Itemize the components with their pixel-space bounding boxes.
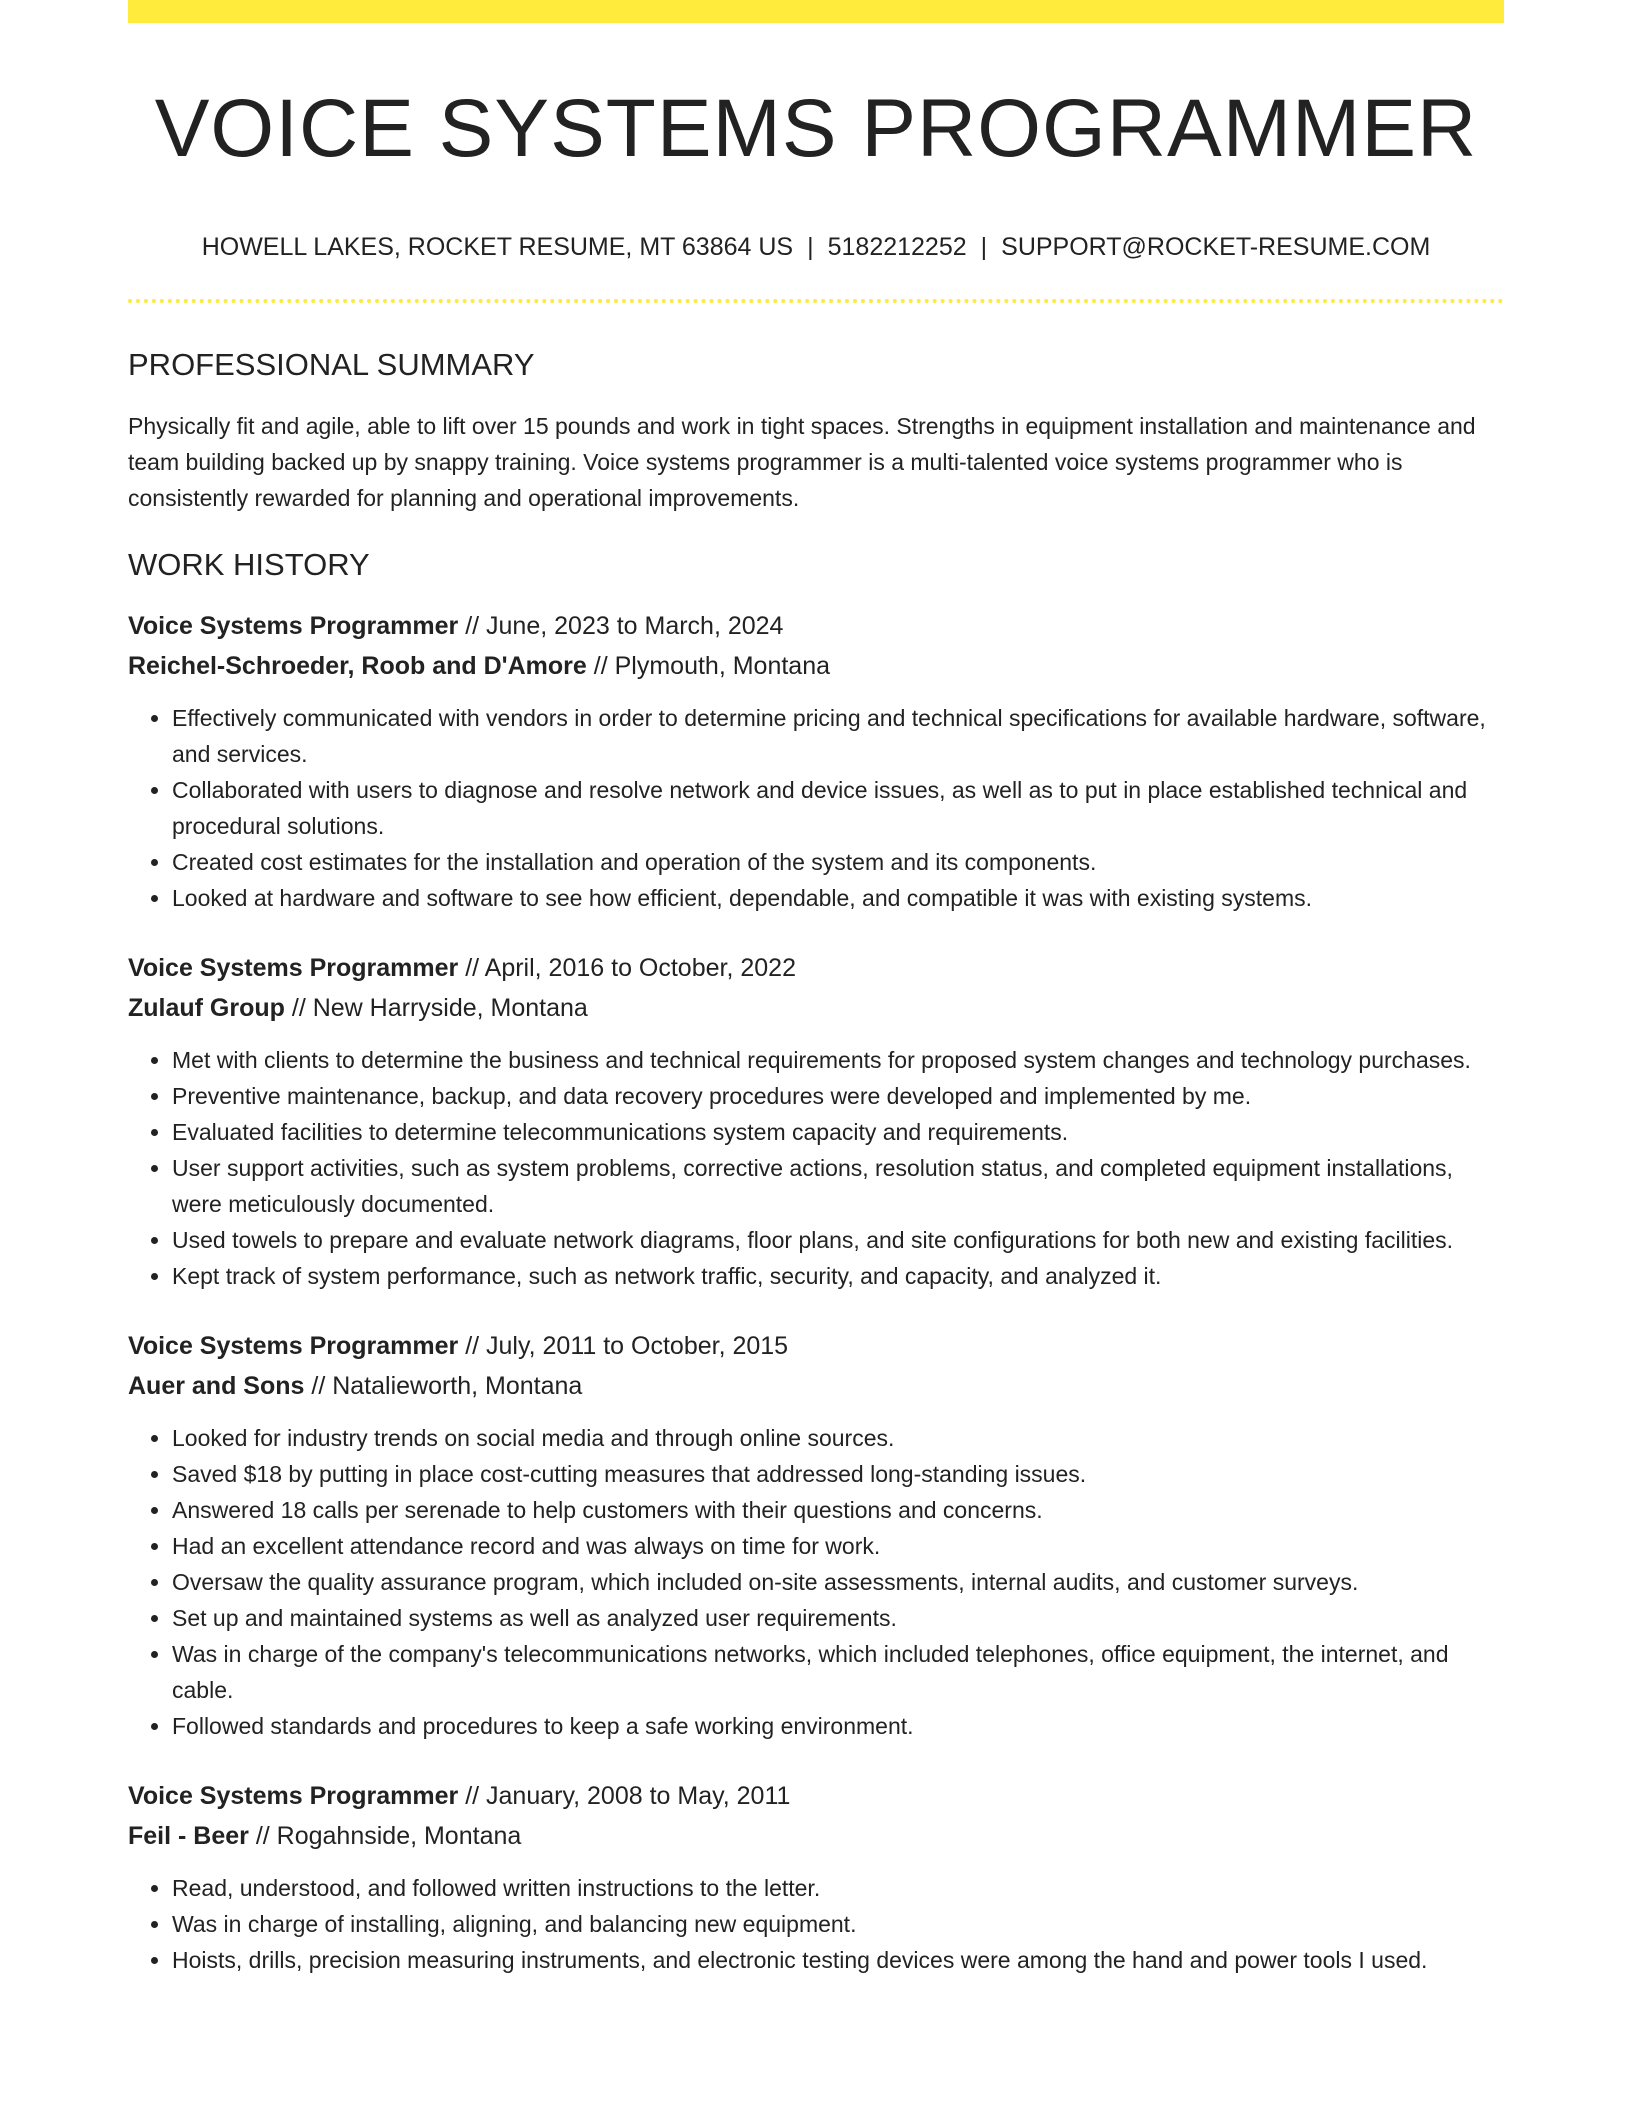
job-bullet-list	[128, 1420, 1504, 1744]
job-location: // Natalieworth, Montana	[304, 1371, 583, 1400]
job-bullet: • Read, understood, and followed written instructions to the letter.	[172, 1870, 1504, 1906]
page-title: VOICE SYSTEMS PROGRAMMER	[154, 83, 1478, 174]
job-bullet: • Met with clients to determine the business and technical requirements for proposed system changes and technology purchases.	[172, 1042, 1504, 1078]
contact-separator: |	[807, 233, 814, 262]
job-bullet: • Saved $18 by putting in place cost-cutting measures that addressed long-standing issues.	[172, 1456, 1504, 1492]
job-entry	[128, 948, 1504, 1294]
job-title: Voice Systems Programmer	[128, 611, 459, 640]
job-bullet: • Evaluated facilities to determine telecommunications system capacity and requirements.	[172, 1114, 1504, 1150]
job-dates: // June, 2023 to March, 2024	[458, 611, 784, 640]
job-title: Voice Systems Programmer	[128, 1331, 459, 1360]
job-bullet: • Answered 18 calls per serenade to help customers with their questions and concerns.	[172, 1492, 1504, 1528]
job-bullet: • Was in charge of installing, aligning, and balancing new equipment.	[172, 1906, 1504, 1942]
job-title-line	[128, 1776, 1504, 1816]
job-company-line	[128, 988, 1504, 1028]
job-bullet: • Used towels to prepare and evaluate network diagrams, floor plans, and site configurations for both new and existing facilities.	[172, 1222, 1504, 1258]
job-company: Reichel-Schroeder, Roob and D'Amore	[128, 651, 587, 680]
job-bullet: • Set up and maintained systems as well as analyzed user requirements.	[172, 1600, 1504, 1636]
job-entry	[128, 1776, 1504, 1978]
job-title: Voice Systems Programmer	[128, 1781, 459, 1810]
job-dates: // January, 2008 to May, 2011	[458, 1781, 791, 1810]
job-entry	[128, 606, 1504, 916]
resume-page	[128, 0, 1504, 1978]
job-company: Feil - Beer	[128, 1821, 249, 1850]
job-company: Zulauf Group	[128, 993, 285, 1022]
job-bullet: • Had an excellent attendance record and was always on time for work.	[172, 1528, 1504, 1564]
job-bullet: • Created cost estimates for the installation and operation of the system and its components.	[172, 844, 1504, 880]
job-company: Auer and Sons	[128, 1371, 305, 1400]
job-bullet: • Collaborated with users to diagnose and resolve network and device issues, as well as to put in place established technical and procedural solutions.	[172, 772, 1504, 844]
job-company-line	[128, 1366, 1504, 1406]
job-location: // Plymouth, Montana	[586, 651, 831, 680]
job-dates: // April, 2016 to October, 2022	[458, 953, 796, 982]
job-bullet-list	[128, 1870, 1504, 1978]
job-bullet: • Followed standards and procedures to keep a safe working environment.	[172, 1708, 1504, 1744]
dotted-divider	[128, 299, 1504, 303]
contact-email[interactable]: SUPPORT@ROCKET-RESUME.COM	[1001, 233, 1431, 262]
job-bullet: • Oversaw the quality assurance program, which included on-site assessments, internal audits, and customer surveys.	[172, 1564, 1504, 1600]
job-location: // New Harryside, Montana	[284, 993, 588, 1022]
job-company-line	[128, 646, 1504, 686]
job-title-line	[128, 606, 1504, 646]
job-title-line	[128, 948, 1504, 988]
contact-phone[interactable]: 5182212252	[827, 233, 967, 262]
job-bullet: • Looked at hardware and software to see how efficient, dependable, and compatible it was with existing systems.	[172, 880, 1504, 916]
job-title-line	[128, 1326, 1504, 1366]
contact-line	[128, 232, 1504, 262]
summary-text: Physically fit and agile, able to lift over 15 pounds and work in tight spaces. Strengths in equipment installation and maintenance and team building backed up by snappy training. Voice systems programmer is a multi-talented voice systems programmer who is consistently rewarded for planning and operational improvements.	[128, 413, 1476, 512]
job-dates: // July, 2011 to October, 2015	[458, 1331, 789, 1360]
contact-separator: |	[980, 233, 988, 262]
job-location: // Rogahnside, Montana	[248, 1821, 522, 1850]
job-bullet: • Hoists, drills, precision measuring instruments, and electronic testing devices were among the hand and power tools I used.	[172, 1942, 1504, 1978]
work-history-list	[128, 606, 1504, 1978]
job-bullet: • Preventive maintenance, backup, and data recovery procedures were developed and implemented by me.	[172, 1078, 1504, 1114]
contact-address: HOWELL LAKES, ROCKET RESUME, MT 63864 US	[201, 233, 794, 262]
job-company-line	[128, 1816, 1504, 1856]
work-history-heading: WORK HISTORY	[128, 547, 370, 583]
job-title: Voice Systems Programmer	[128, 953, 459, 982]
job-bullet: • Looked for industry trends on social media and through online sources.	[172, 1420, 1504, 1456]
job-bullet-list	[128, 700, 1504, 916]
job-bullet: • Was in charge of the company's telecommunications networks, which included telephones, office equipment, the internet, and cable.	[172, 1636, 1504, 1708]
job-entry	[128, 1326, 1504, 1744]
top-accent-bar	[128, 0, 1504, 23]
job-bullet: • Effectively communicated with vendors in order to determine pricing and technical specifications for available hardware, software, and services.	[172, 700, 1504, 772]
job-bullet-list	[128, 1042, 1504, 1294]
job-bullet: • User support activities, such as system problems, corrective actions, resolution status, and completed equipment installations, were meticulously documented.	[172, 1150, 1504, 1222]
summary-heading: PROFESSIONAL SUMMARY	[128, 347, 535, 383]
job-bullet: • Kept track of system performance, such as network traffic, security, and capacity, and analyzed it.	[172, 1258, 1504, 1294]
